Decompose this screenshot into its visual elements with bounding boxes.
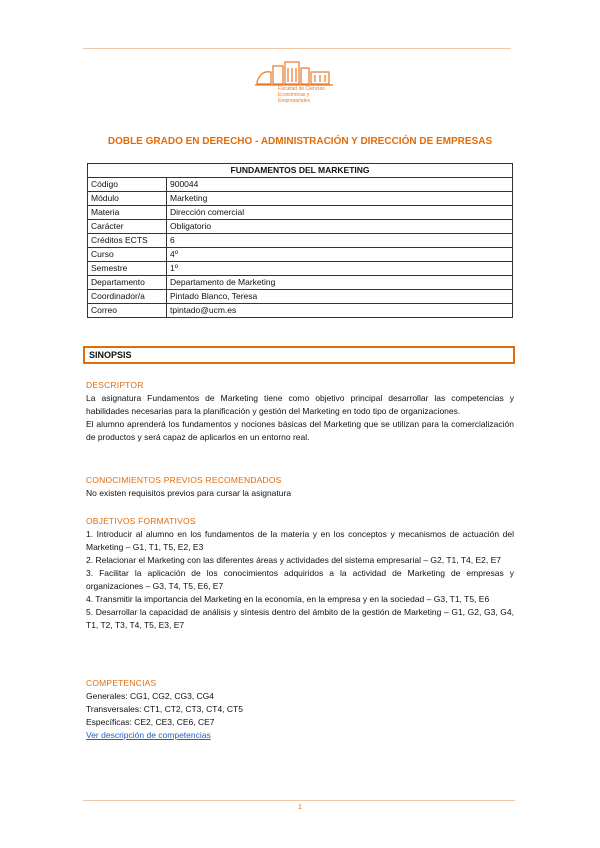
row-key: Módulo xyxy=(88,192,167,206)
descriptor-section xyxy=(86,379,514,444)
table-row xyxy=(88,248,513,262)
table-row xyxy=(88,220,513,234)
page-title: DOBLE GRADO EN DERECHO - ADMINISTRACIÓN Y DIRECCIÓN DE EMPRESAS xyxy=(107,136,493,147)
row-key: Código xyxy=(88,178,167,192)
objetivo-item: 3. Facilitar la aplicación de los conocimientos adquiridos a la actividad de Marketing de empresas y organizaciones – G3, T4, T5, E6, E7 xyxy=(86,568,514,591)
table-title: FUNDAMENTOS DEL MARKETING xyxy=(88,164,513,178)
competencias-transversales: Transversales: CT1, CT2, CT3, CT4, CT5 xyxy=(86,704,243,714)
competencias-link[interactable]: Ver descripción de competencias xyxy=(86,730,211,740)
sinopsis-label: SINOPSIS xyxy=(89,350,132,360)
row-key: Créditos ECTS xyxy=(88,234,167,248)
competencias-especificas: Específicas: CE2, CE3, CE6, CE7 xyxy=(86,717,215,727)
competencias-section xyxy=(86,677,514,742)
row-key: Semestre xyxy=(88,262,167,276)
objetivo-item: 5. Desarrollar la capacidad de análisis y síntesis dentro del ámbito de la gestión de Marketing – G1, G2, G3, G4, T1, T2, T3, T4, T5, E3, E7 xyxy=(86,607,514,630)
row-key: Coordinador/a xyxy=(88,290,167,304)
competencias-generales: Generales: CG1, CG2, CG3, CG4 xyxy=(86,691,215,701)
competencias-title: COMPETENCIAS xyxy=(86,678,157,688)
table-row xyxy=(88,290,513,304)
row-value: Marketing xyxy=(167,192,513,206)
page-number: 1 xyxy=(298,804,302,811)
table-row xyxy=(88,276,513,290)
conocimientos-section xyxy=(86,474,514,500)
row-value: 1º xyxy=(167,262,513,276)
row-value: Departamento de Marketing xyxy=(167,276,513,290)
row-value: tpintado@ucm.es xyxy=(167,304,513,318)
sinopsis-header xyxy=(83,346,515,364)
row-value: Dirección comercial xyxy=(167,206,513,220)
row-key: Correo xyxy=(88,304,167,318)
row-key: Carácter xyxy=(88,220,167,234)
conocimientos-text: No existen requisitos previos para cursar la asignatura xyxy=(86,488,292,498)
row-value: 900044 xyxy=(167,178,513,192)
objetivo-item: 4. Transmitir la importancia del Marketing en la economía, en la empresa y en la sociedad – G3, T1, T5, E6 xyxy=(86,594,490,604)
conocimientos-title: CONOCIMIENTOS PREVIOS RECOMENDADOS xyxy=(86,475,282,485)
row-key: Curso xyxy=(88,248,167,262)
objetivo-item: 2. Relacionar el Marketing con las diferentes áreas y actividades del sistema empresarial – G2, T1, T4, E2, E7 xyxy=(86,555,501,565)
course-info-table xyxy=(87,163,513,318)
table-row xyxy=(88,178,513,192)
row-key: Materia xyxy=(88,206,167,220)
row-value: 4º xyxy=(167,248,513,262)
table-row xyxy=(88,262,513,276)
table-row xyxy=(88,206,513,220)
table-row xyxy=(88,192,513,206)
descriptor-title: DESCRIPTOR xyxy=(86,380,144,390)
descriptor-paragraph-2: El alumno aprenderá los fundamentos y nociones básicas del Marketing que se utilizan para la comercialización de productos y será capaz de aplicarlos en un entorno real. xyxy=(86,419,514,442)
table-row xyxy=(88,234,513,248)
objetivos-title: OBJETIVOS FORMATIVOS xyxy=(86,516,196,526)
header-divider xyxy=(83,48,511,49)
row-value: Pintado Blanco, Teresa xyxy=(167,290,513,304)
row-value: 6 xyxy=(167,234,513,248)
objetivo-item: 1. Introducir al alumno en los fundamentos de la materia y en los conceptos y mecanismos de actuación del Marketing – G1, T1, T5, E2, E3 xyxy=(86,529,514,552)
objetivos-section xyxy=(86,515,514,632)
descriptor-paragraph-1: La asignatura Fundamentos de Marketing tiene como objetivo principal desarrollar las competencias y habilidades necesarias para la planificación y gestión del Marketing en todo tipo de organizaciones. xyxy=(86,393,514,416)
footer-divider xyxy=(83,800,515,801)
table-row xyxy=(88,304,513,318)
row-key: Departamento xyxy=(88,276,167,290)
row-value: Obligatorio xyxy=(167,220,513,234)
logo-text: Facultad de Ciencias Económicas y Empresariales xyxy=(278,86,325,104)
